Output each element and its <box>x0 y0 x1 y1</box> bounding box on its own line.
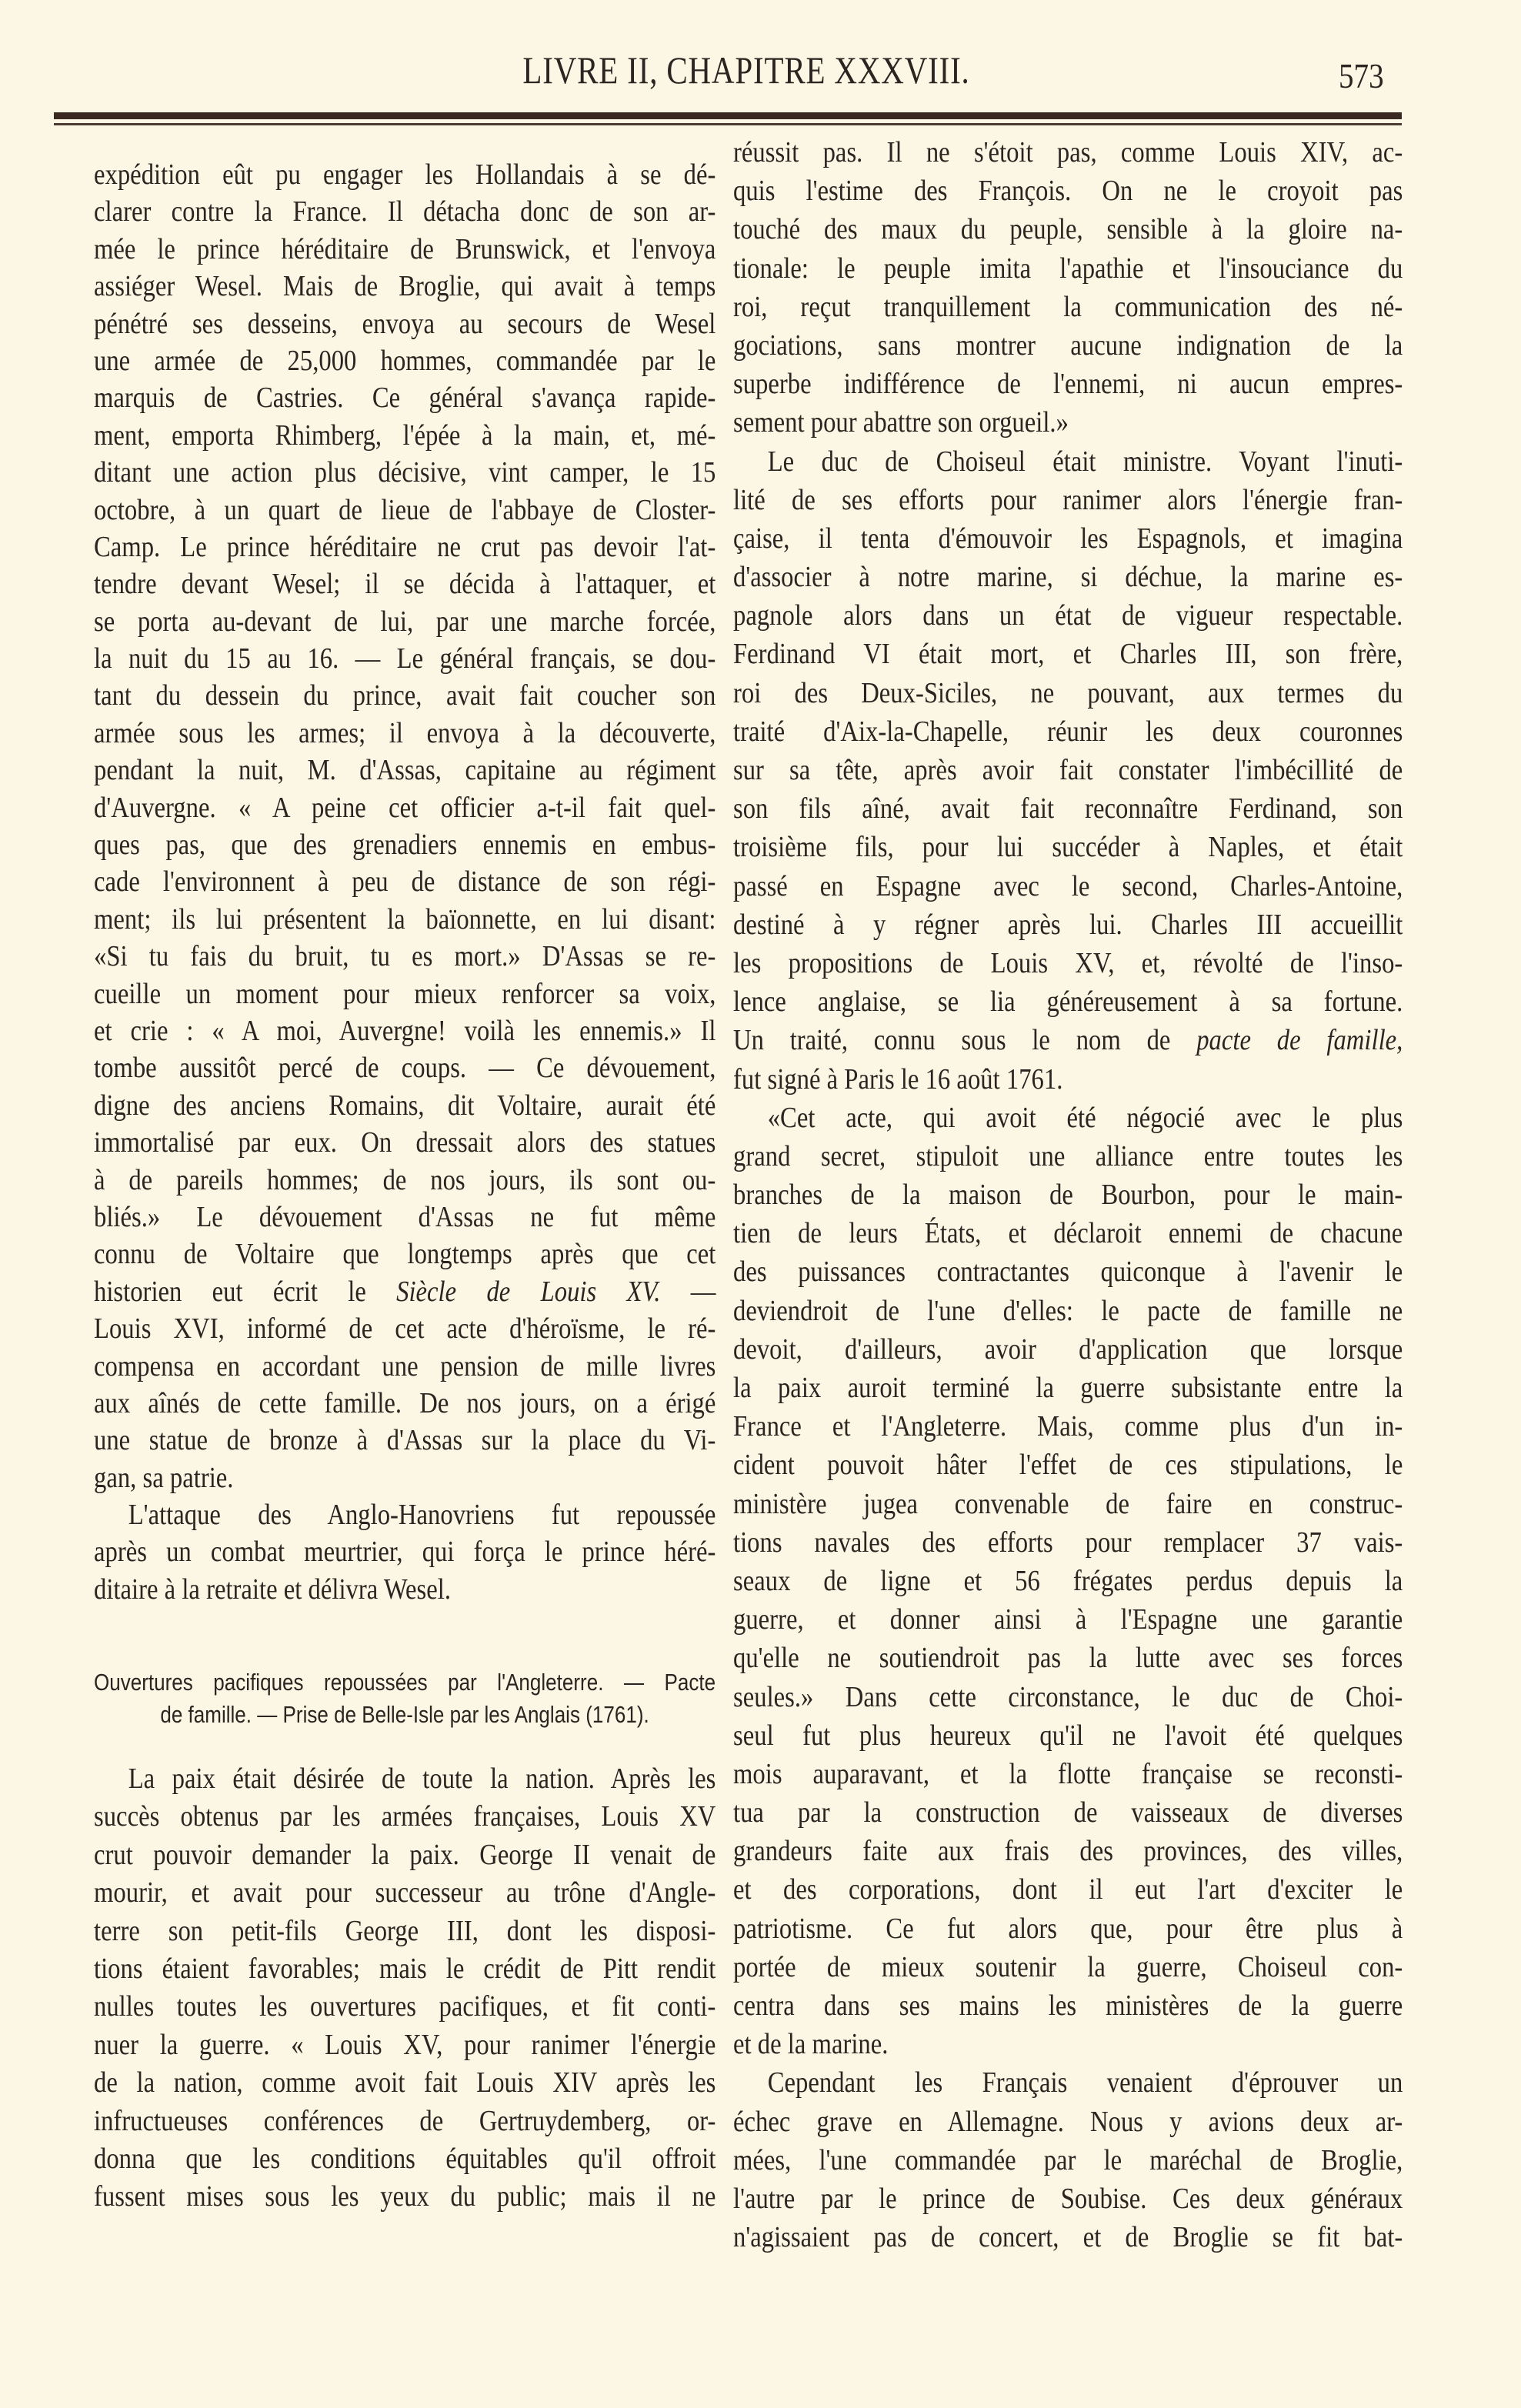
text-line: centra dans ses mains les ministères de la guerre <box>733 1989 1403 2022</box>
text-line: ment, emporta Rhimberg, l'épée à la main, et, mé- <box>94 419 716 452</box>
text-line: guerre, et donner ainsi à l'Espagne une garantie <box>733 1603 1403 1636</box>
text-line: sement pour abattre son orgueil.» <box>733 406 1069 439</box>
text-segment: — <box>660 1275 716 1308</box>
right-column <box>733 133 1403 2256</box>
text-line: aux aînés de cette famille. De nos jours, on a érigé <box>94 1386 716 1419</box>
text-line: digne des anciens Romains, dit Voltaire, aurait été <box>94 1089 716 1122</box>
text-line: fussent mises sous les yeux du public; mais il ne <box>94 2180 716 2213</box>
text-line: tions navales des efforts pour remplacer 37 vais- <box>733 1526 1403 1559</box>
text-line: roi des Deux-Siciles, ne pouvant, aux termes du <box>733 676 1403 709</box>
text-line: traité d'Aix-la-Chapelle, réunir les deux couronnes <box>733 715 1403 748</box>
text-line: destiné à y régner après lui. Charles III accueillit <box>733 908 1403 941</box>
text-line: lence anglaise, se lia généreusement à sa fortune. <box>733 986 1403 1019</box>
text-line: se porta au-devant de lui, par une marche forcée, <box>94 605 716 638</box>
text-line: branches de la maison de Bourbon, pour le main- <box>733 1179 1403 1212</box>
text-line: tien de leurs États, et déclaroit ennemi de chacune <box>733 1217 1403 1250</box>
text-line: d'Auvergne. « A peine cet officier a-t-il fait quel- <box>94 791 716 824</box>
text-line: cade l'environnent à peu de distance de son régi- <box>94 865 716 899</box>
text-line: quis l'estime des François. On ne le croyoit pas <box>733 175 1403 208</box>
text-line: octobre, à un quart de lieue de l'abbaye de Closter- <box>94 493 716 526</box>
text-line: la paix auroit terminé la guerre subsistante entre la <box>733 1372 1403 1404</box>
text-line: connu de Voltaire que longtemps après que cet <box>94 1238 716 1271</box>
text-line: nuer la guerre. « Louis XV, pour ranimer l'énergie <box>94 2028 716 2061</box>
text-line: ment; ils lui présentent la baïonnette, en lui disant: <box>94 902 716 936</box>
text-line: mois auparavant, et la flotte française se reconsti- <box>733 1757 1403 1790</box>
text-line: des puissances contractantes quiconque à l'avenir le <box>733 1256 1403 1289</box>
text-line: Ferdinand VI était mort, et Charles III, son frère, <box>733 638 1403 671</box>
text-line: les propositions de Louis XV, et, révolté de l'inso- <box>733 946 1403 979</box>
paragraph <box>733 133 1403 442</box>
text-line: France et l'Angleterre. Mais, comme plus d'un in- <box>733 1410 1403 1443</box>
text-line: pénétré ses desseins, envoya au secours de Wesel <box>94 307 716 340</box>
text-line: Camp. Le prince héréditaire ne crut pas devoir l'at- <box>94 530 716 563</box>
text-line <box>94 1273 715 1310</box>
text-line: marquis de Castries. Ce général s'avança rapide- <box>94 382 716 415</box>
text-line: deviendroit de l'une d'elles: le pacte de famille ne <box>733 1294 1403 1327</box>
text-segment: Un traité, connu sous le nom de <box>733 1024 1197 1057</box>
chapter-title: LIVRE II, CHAPITRE XXXVIII. <box>522 48 970 92</box>
text-line: clarer contre la France. Il détacha donc de son ar- <box>94 195 716 228</box>
text-line: qu'elle ne soutiendroit pas la lutte avec ses forces <box>733 1642 1403 1675</box>
text-line: son fils aîné, avait fait reconnaître Ferdinand, son <box>733 792 1403 825</box>
text-line: l'autre par le prince de Soubise. Ces deux généraux <box>733 2182 1403 2215</box>
text-line: assiéger Wesel. Mais de Broglie, qui avait à temps <box>94 270 716 303</box>
text-line: gociations, sans montrer aucune indignation de la <box>733 329 1403 362</box>
text-line: La paix était désirée de toute la nation. Après les <box>128 1763 716 1795</box>
text-line: armée sous les armes; il envoya à la découverte, <box>94 716 716 749</box>
text-line: roi, reçut tranquillement la communication des né- <box>733 290 1403 323</box>
text-line: superbe indifférence de l'ennemi, ni aucun empres- <box>733 368 1403 401</box>
text-line: tua par la construction de vaisseaux de diverses <box>733 1796 1403 1829</box>
text-line: de la nation, comme avoit fait Louis XIV après les <box>94 2066 716 2099</box>
text-line: succès obtenus par les armées françaises, Louis XV <box>94 1800 716 1833</box>
text-line: crut pouvoir demander la paix. George II venait de <box>94 1838 716 1871</box>
paragraph <box>94 1760 715 2216</box>
text-line: expédition eût pu engager les Hollandais à se dé- <box>94 158 716 191</box>
text-line: çaise, il tenta d'émouvoir les Espagnols, et imagina <box>733 522 1403 555</box>
text-line: tionale: le peuple imita l'apathie et l'insouciance du <box>733 252 1403 285</box>
text-line: ques pas, que des grenadiers ennemis en embus- <box>94 829 716 862</box>
header-rule-thick <box>54 112 1402 119</box>
text-line: n'agissaient pas de concert, et de Broglie se fit bat- <box>733 2221 1403 2254</box>
text-line: seul fut plus heureux qu'il ne l'avoit été quelques <box>733 1719 1403 1752</box>
text-line <box>733 1021 1403 1059</box>
text-line: tombe aussitôt percé de coups. — Ce dévouement, <box>94 1052 716 1085</box>
text-line: d'associer à notre marine, si déchue, la marine es- <box>733 561 1403 594</box>
text-segment: historien eut écrit le <box>94 1275 397 1308</box>
text-line: «Cet acte, qui avoit été négocié avec le plus <box>767 1101 1403 1134</box>
text-line: ditaire à la retraite et délivra Wesel. <box>94 1573 452 1606</box>
paragraph <box>94 156 715 1496</box>
text-line: tions étaient favorables; mais le crédit de Pitt rendit <box>94 1952 716 1985</box>
text-line: échec grave en Allemagne. Nous y avions deux ar- <box>733 2105 1403 2138</box>
page-number: 573 <box>1339 56 1384 95</box>
text-line: réussit pas. Il ne s'étoit pas, comme Louis XIV, ac- <box>733 136 1403 168</box>
text-line: cueille un moment pour mieux renforcer sa voix, <box>94 977 716 1010</box>
text-line: et crie : « A moi, Auvergne! voilà les ennemis.» Il <box>94 1014 716 1047</box>
text-line: nulles toutes les ouvertures pacifiques, et fit conti- <box>94 1990 716 2023</box>
text-line: fut signé à Paris le 16 août 1761. <box>733 1062 1063 1096</box>
text-line: et de la marine. <box>733 2028 889 2061</box>
text-line: Louis XVI, informé de cet acte d'héroïsme, le ré- <box>94 1312 716 1346</box>
text-line: et des corporations, dont il eut l'art d'exciter le <box>733 1873 1403 1906</box>
paragraph <box>733 1099 1403 2064</box>
text-line: une armée de 25,000 hommes, commandée par le <box>94 344 716 377</box>
text-line: infructueuses conférences de Gertruydemberg, or- <box>94 2104 716 2137</box>
text-line: gan, sa patrie. <box>94 1461 234 1494</box>
text-line: seules.» Dans cette circonstance, le duc de Choi- <box>733 1680 1403 1713</box>
text-line: ministère jugea convenable de faire en construc- <box>733 1487 1403 1520</box>
left-column-block-2 <box>94 1760 715 2216</box>
text-line: portée de mieux soutenir la guerre, Choiseul con- <box>733 1950 1403 1983</box>
text-line: pagnole alors dans un état de vigueur respectable. <box>733 599 1403 632</box>
text-line: passé en Espagne avec le second, Charles-Antoine, <box>733 869 1403 902</box>
text-line: «Si tu fais du bruit, tu es mort.» D'Assas se re- <box>94 940 716 973</box>
text-line: tendre devant Wesel; il se décida à l'attaquer, et <box>94 568 716 601</box>
text-line: terre son petit-fils George III, dont les disposi- <box>94 1914 716 1947</box>
section-heading-line: de famille. — Prise de Belle-Isle par les Anglais (1761). <box>160 1701 649 1728</box>
text-line: la nuit du 15 au 16. — Le général français, se dou- <box>94 642 716 675</box>
header-rule-thin <box>54 123 1402 125</box>
italic-title: pacte de famille, <box>1196 1024 1403 1057</box>
text-line: mourir, et avait pour successeur au trône d'Angle- <box>94 1876 716 1909</box>
text-line: grand secret, stipuloit une alliance entre toutes les <box>733 1139 1403 1172</box>
paragraph <box>733 2063 1403 2256</box>
text-line: cident pouvoit hâter l'effet de ces stipulations, le <box>733 1449 1403 1482</box>
text-line: donna que les conditions équitables qu'il offroit <box>94 2142 716 2175</box>
text-line: lité de ses efforts pour ranimer alors l'énergie fran- <box>733 483 1403 516</box>
text-line: à de pareils hommes; de nos jours, ils sont ou- <box>94 1163 716 1196</box>
text-line: immortalisé par eux. On dressait alors des statues <box>94 1126 716 1159</box>
text-line: Le duc de Choiseul était ministre. Voyant l'inuti- <box>767 445 1403 478</box>
left-column-block-1 <box>94 156 715 1608</box>
text-line: pendant la nuit, M. d'Assas, capitaine au régiment <box>94 754 716 787</box>
text-line: devoit, d'ailleurs, avoir d'application que lorsque <box>733 1332 1403 1366</box>
text-line: L'attaque des Anglo-Hanovriens fut repoussée <box>128 1499 716 1532</box>
text-line: bliés.» Le dévouement d'Assas ne fut même <box>94 1200 716 1233</box>
text-line: compensa en accordant une pension de mille livres <box>94 1349 716 1382</box>
text-line: mée le prince héréditaire de Brunswick, et l'envoya <box>94 232 716 265</box>
paragraph <box>94 1496 715 1608</box>
section-heading <box>94 1666 715 1731</box>
text-line: mées, l'une commandée par le maréchal de Broglie, <box>733 2143 1403 2176</box>
text-line: seaux de ligne et 56 frégates perdus depuis la <box>733 1564 1403 1597</box>
italic-title: Siècle de Louis XV. <box>396 1275 661 1308</box>
text-line: ditant une action plus décisive, vint camper, le 15 <box>94 456 716 489</box>
section-heading-line: Ouvertures pacifiques repoussées par l'Angleterre. — Pacte <box>94 1669 716 1696</box>
text-line: patriotisme. Ce fut alors que, pour être plus à <box>733 1912 1403 1945</box>
text-line: sur sa tête, après avoir fait constater l'imbécillité de <box>733 754 1403 786</box>
text-line: troisième fils, pour lui succéder à Naples, et était <box>733 831 1403 864</box>
text-line: grandeurs faite aux frais des provinces, des villes, <box>733 1835 1403 1868</box>
text-line: une statue de bronze à d'Assas sur la place du Vi- <box>94 1424 716 1457</box>
text-line: tant du dessein du prince, avait fait coucher son <box>94 679 716 712</box>
paragraph <box>733 442 1403 1099</box>
text-line: Cependant les Français venaient d'éprouver un <box>767 2066 1403 2099</box>
text-line: touché des maux du peuple, sensible à la gloire na- <box>733 213 1403 246</box>
text-line: après un combat meurtrier, qui força le prince héré- <box>94 1536 716 1569</box>
